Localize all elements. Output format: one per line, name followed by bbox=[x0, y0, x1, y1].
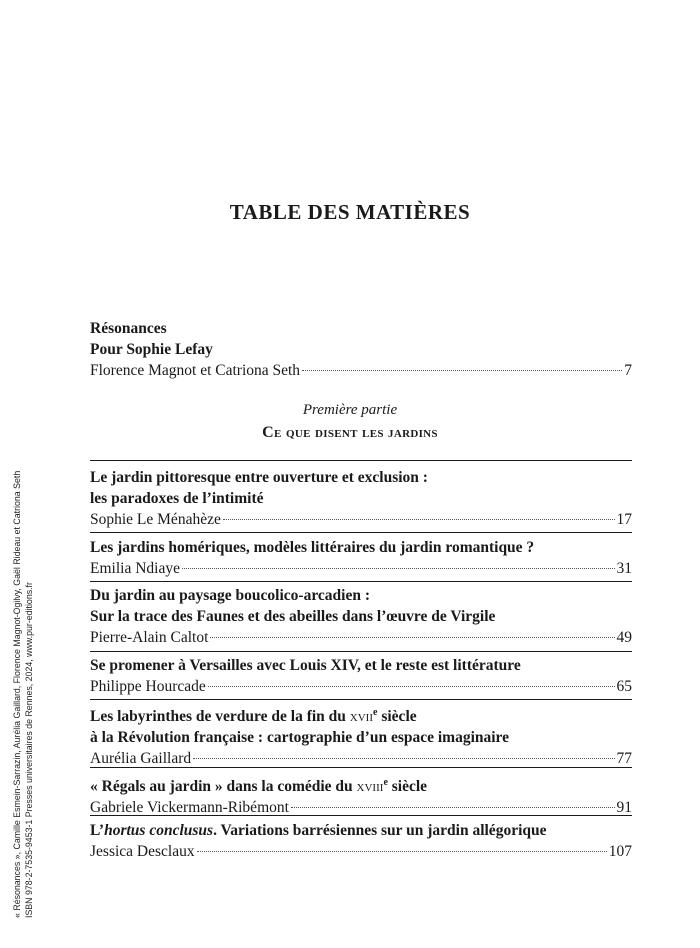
century-numeral: xviii bbox=[356, 778, 384, 796]
dot-leader bbox=[193, 758, 614, 759]
entry-subtitle: Pour Sophie Lefay bbox=[90, 341, 213, 358]
toc-entry bbox=[90, 467, 632, 530]
entry-page-number: 7 bbox=[624, 362, 632, 379]
section-rule bbox=[90, 581, 632, 582]
italic-latin-term: hortus conclusus bbox=[104, 822, 214, 839]
ordinal-superscript: e bbox=[383, 777, 388, 788]
century-numeral: xvii bbox=[349, 708, 374, 726]
section-rule bbox=[90, 815, 632, 816]
entry-page-number: 77 bbox=[616, 750, 632, 768]
entry-page-number: 91 bbox=[616, 799, 632, 817]
entry-author: Florence Magnot et Catriona Seth bbox=[90, 362, 301, 379]
toc-entry bbox=[90, 702, 632, 769]
entry-author: Emilia Ndiaye bbox=[90, 560, 180, 577]
part-title: Ce que disent les jardins bbox=[262, 424, 438, 441]
side-note-line-1: « Résonances », Camille Esmein-Sarrazin, Aurélia Gaillard, Florence Magnot-Ogilvy, Gaël Rideau et Catriona Seth bbox=[12, 470, 22, 918]
entry-title-line-2: les paradoxes de l’intimité bbox=[90, 490, 264, 507]
toc-entry bbox=[90, 585, 632, 648]
entry-author: Pierre-Alain Caltot bbox=[90, 629, 209, 646]
entry-title: L’hortus conclusus. Variations barrésiennes sur un jardin allégorique bbox=[90, 822, 547, 839]
toc-entry bbox=[90, 772, 632, 818]
entry-title-line-2: à la Révolution française : cartographie d’un espace imaginaire bbox=[90, 729, 510, 747]
section-rule bbox=[90, 532, 632, 533]
entry-author: Philippe Hourcade bbox=[90, 678, 206, 695]
dot-leader bbox=[197, 851, 607, 852]
entry-title: Du jardin au paysage boucolico-arcadien : bbox=[90, 587, 371, 604]
entry-page-number: 65 bbox=[616, 678, 632, 695]
entry-page-number: 31 bbox=[616, 560, 632, 577]
section-rule bbox=[90, 651, 632, 652]
entry-title: Résonances bbox=[90, 320, 167, 337]
entry-page-number: 107 bbox=[608, 843, 632, 860]
entry-page-number: 49 bbox=[616, 629, 632, 646]
part-label: Première partie bbox=[302, 402, 398, 418]
entry-title: Se promener à Versailles avec Louis XIV, et le reste est littérature bbox=[90, 657, 521, 674]
section-rule bbox=[90, 767, 632, 768]
dot-leader bbox=[223, 519, 615, 520]
entry-author: Jessica Desclaux bbox=[90, 843, 195, 860]
dot-leader bbox=[302, 370, 622, 371]
toc-entry bbox=[90, 537, 632, 579]
toc-entry-intro bbox=[90, 318, 632, 381]
entry-author: Sophie Le Ménahèze bbox=[90, 511, 221, 528]
dot-leader bbox=[182, 568, 615, 569]
dot-leader bbox=[291, 807, 615, 808]
ordinal-superscript: e bbox=[373, 707, 378, 718]
entry-title: Les labyrinthes de verdure de la fin du xvii$^e$ siècle bbox=[90, 707, 417, 726]
entry-title-line-2: Sur la trace des Faunes et des abeilles dans l’œuvre de Virgile bbox=[90, 608, 496, 625]
copyright-side-note bbox=[12, 438, 35, 918]
entry-author: Aurélia Gaillard bbox=[90, 750, 192, 768]
toc-entry bbox=[90, 655, 632, 697]
entry-title: Les jardins homériques, modèles littéraires du jardin romantique ? bbox=[90, 539, 535, 556]
section-rule bbox=[90, 460, 632, 461]
side-note-line-2: ISBN 978-2-7535-9453-1 Presses universitaires de Rennes, 2024, www.pur-editions.fr bbox=[23, 582, 34, 918]
dot-leader bbox=[210, 637, 614, 638]
section-rule bbox=[90, 699, 632, 700]
entry-author: Gabriele Vickermann-Ribémont bbox=[90, 799, 289, 817]
toc-entry bbox=[90, 820, 632, 862]
dot-leader bbox=[208, 686, 615, 687]
page-title: TABLE DES MATIÈRES bbox=[229, 200, 471, 224]
entry-title: Le jardin pittoresque entre ouverture et exclusion : bbox=[90, 469, 428, 486]
entry-title: « Régals au jardin » dans la comédie du xviii$^e$ siècle bbox=[90, 777, 428, 796]
entry-page-number: 17 bbox=[616, 511, 632, 528]
